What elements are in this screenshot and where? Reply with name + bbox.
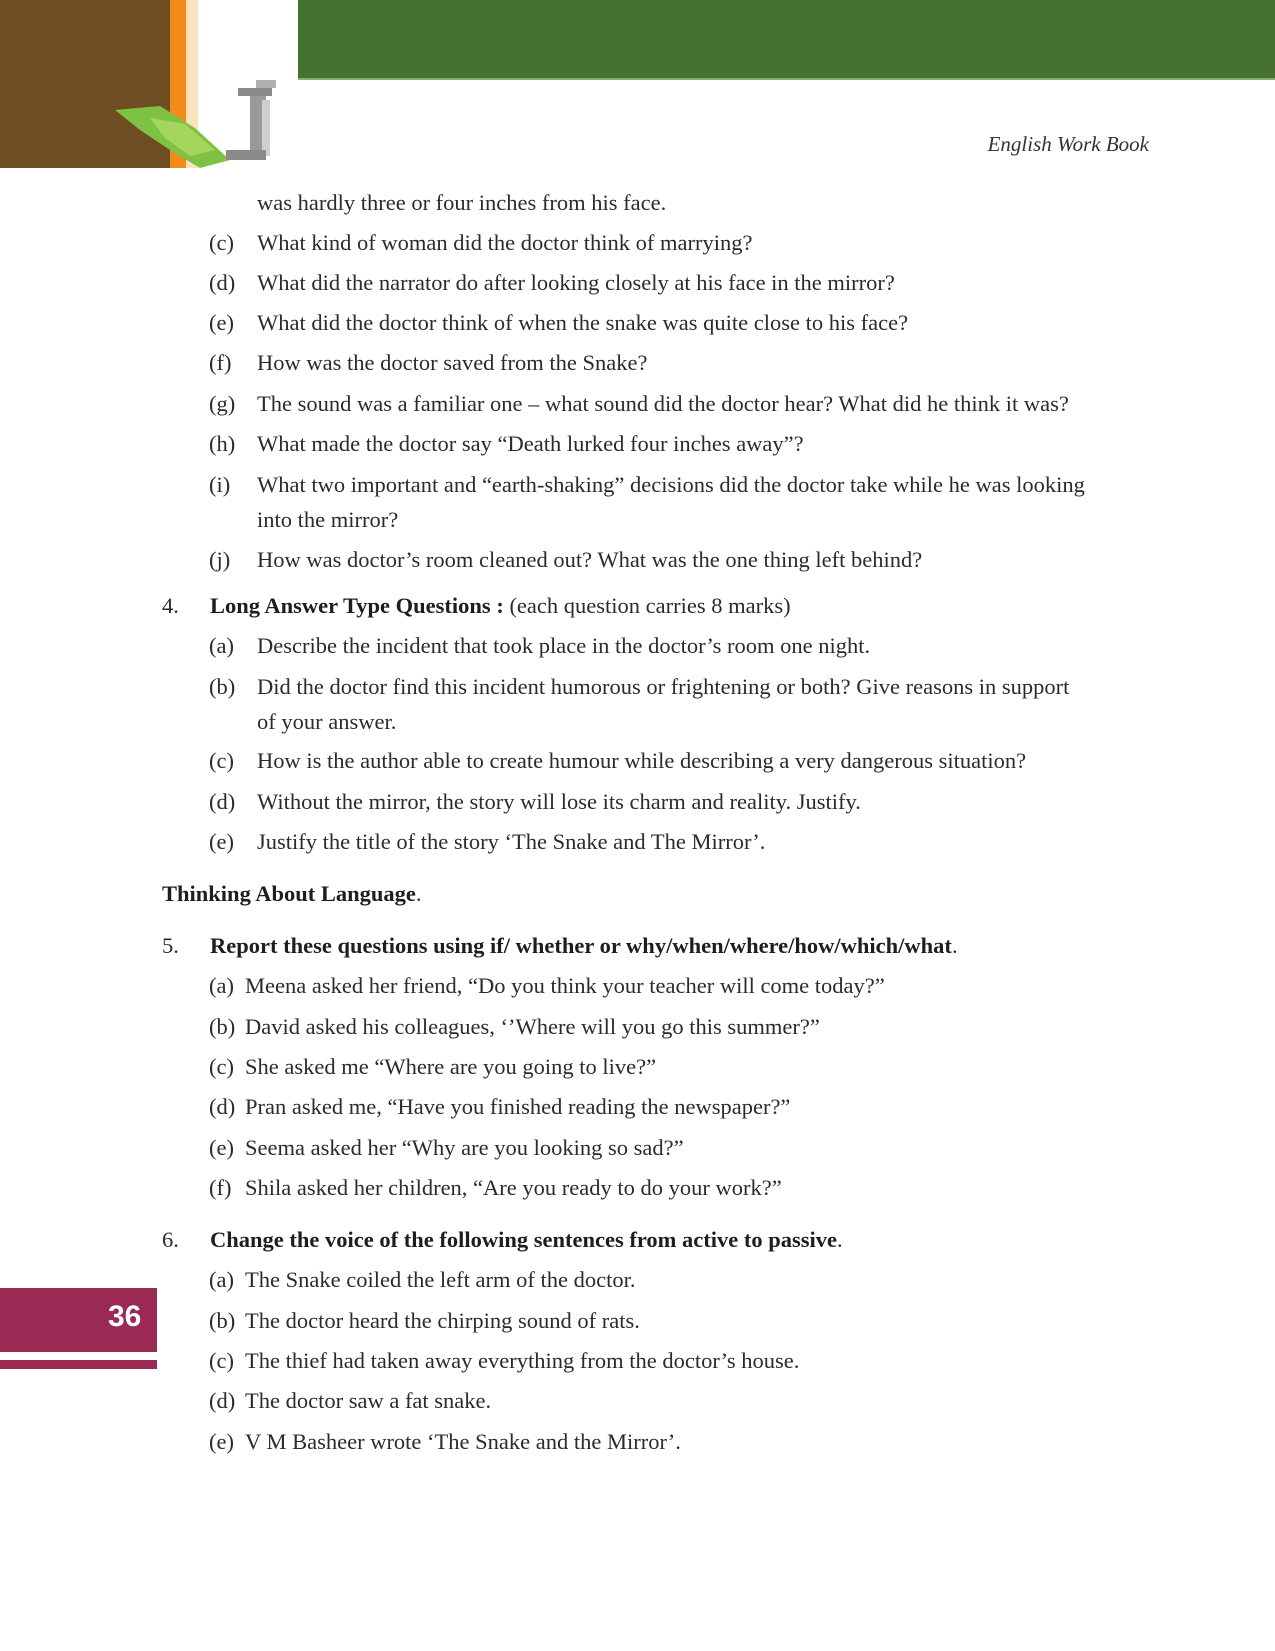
item-text: Justify the title of the story ‘The Snake and The Mirror’.	[257, 829, 766, 854]
question-text-continuation: was hardly three or four inches from his face.	[257, 190, 667, 215]
item-text: David asked his colleagues, ‘’Where will you go this summer?”	[245, 1014, 820, 1039]
question-heading	[210, 1223, 843, 1257]
item-label: (b)	[209, 1308, 236, 1333]
item-label: (c)	[209, 748, 234, 773]
item-label: (a)	[209, 973, 234, 998]
item-label: (a)	[209, 633, 234, 658]
item-text: How was doctor’s room cleaned out? What was the one thing left behind?	[257, 547, 923, 572]
question-number: 6.	[162, 1227, 179, 1252]
item-label: (d)	[209, 270, 236, 295]
item-label: (d)	[209, 1388, 236, 1413]
item-label: (e)	[209, 310, 234, 335]
question-heading-note: (each question carries 8 marks)	[503, 593, 791, 618]
item-text: Describe the incident that took place in the doctor’s room one night.	[257, 633, 871, 658]
question-heading-bold: Change the voice of the following sentences from active to passive	[210, 1227, 837, 1252]
item-label: (e)	[209, 1135, 234, 1160]
question-heading-period: .	[951, 933, 958, 958]
question-heading-bold: Long Answer Type Questions :	[210, 593, 504, 618]
item-label: (c)	[209, 230, 234, 255]
item-text: V M Basheer wrote ‘The Snake and the Mirror’.	[245, 1429, 681, 1454]
item-label: (e)	[209, 1429, 234, 1454]
item-label: (d)	[209, 789, 236, 814]
item-label: (c)	[209, 1348, 234, 1373]
item-text: What did the doctor think of when the snake was quite close to his face?	[257, 310, 909, 335]
item-label: (e)	[209, 829, 234, 854]
item-text: What made the doctor say “Death lurked four inches away”?	[257, 431, 804, 456]
item-text: What did the narrator do after looking closely at his face in the mirror?	[257, 270, 895, 295]
page-number: 36	[108, 1300, 142, 1333]
question-number: 5.	[162, 933, 179, 958]
item-text: The thief had taken away everything from the doctor’s house.	[245, 1348, 800, 1373]
page-number-tab-line	[0, 1360, 157, 1369]
item-text: Did the doctor find this incident humorous or frightening or both? Give reasons in support	[257, 674, 1070, 699]
item-label: (b)	[209, 674, 236, 699]
section-heading-period: .	[415, 881, 422, 906]
item-label: (b)	[209, 1014, 236, 1039]
question-heading	[210, 589, 791, 623]
item-label: (d)	[209, 1094, 236, 1119]
item-text: How was the doctor saved from the Snake?	[257, 350, 648, 375]
item-text: The doctor saw a fat snake.	[245, 1388, 492, 1413]
item-text: What kind of woman did the doctor think of marrying?	[257, 230, 753, 255]
item-label: (c)	[209, 1054, 234, 1079]
item-label: (h)	[209, 431, 236, 456]
item-label: (j)	[209, 547, 231, 572]
section-heading-text: Thinking About Language	[162, 881, 416, 906]
item-text-continuation: of your answer.	[257, 709, 397, 734]
item-label: (i)	[209, 472, 231, 497]
question-heading	[210, 929, 958, 963]
question-number: 4.	[162, 593, 179, 618]
item-text: What two important and “earth-shaking” decisions did the doctor take while he was looking	[257, 472, 1085, 497]
item-text: Seema asked her “Why are you looking so sad?”	[245, 1135, 684, 1160]
item-text: The sound was a familiar one – what sound did the doctor hear? What did he think it was?	[257, 391, 1069, 416]
item-label: (g)	[209, 391, 236, 416]
question-heading-bold: Report these questions using if/ whether or why/when/where/how/which/what	[210, 933, 952, 958]
item-label: (f)	[209, 1175, 232, 1200]
item-text-continuation: into the mirror?	[257, 507, 399, 532]
item-text: Shila asked her children, “Are you ready to do your work?”	[245, 1175, 782, 1200]
item-text: Meena asked her friend, “Do you think your teacher will come today?”	[245, 973, 885, 998]
item-text: She asked me “Where are you going to live?”	[245, 1054, 657, 1079]
item-text: Pran asked me, “Have you finished reading the newspaper?”	[245, 1094, 791, 1119]
section-heading	[162, 877, 422, 911]
item-label: (f)	[209, 350, 232, 375]
item-label: (a)	[209, 1267, 234, 1292]
running-title: English Work Book	[987, 132, 1149, 156]
item-text: How is the author able to create humour while describing a very dangerous situation?	[257, 748, 1027, 773]
item-text: The doctor heard the chirping sound of rats.	[245, 1308, 640, 1333]
question-heading-period: .	[837, 1227, 843, 1252]
item-text: The Snake coiled the left arm of the doctor.	[245, 1267, 636, 1292]
item-text: Without the mirror, the story will lose its charm and reality. Justify.	[257, 789, 861, 814]
